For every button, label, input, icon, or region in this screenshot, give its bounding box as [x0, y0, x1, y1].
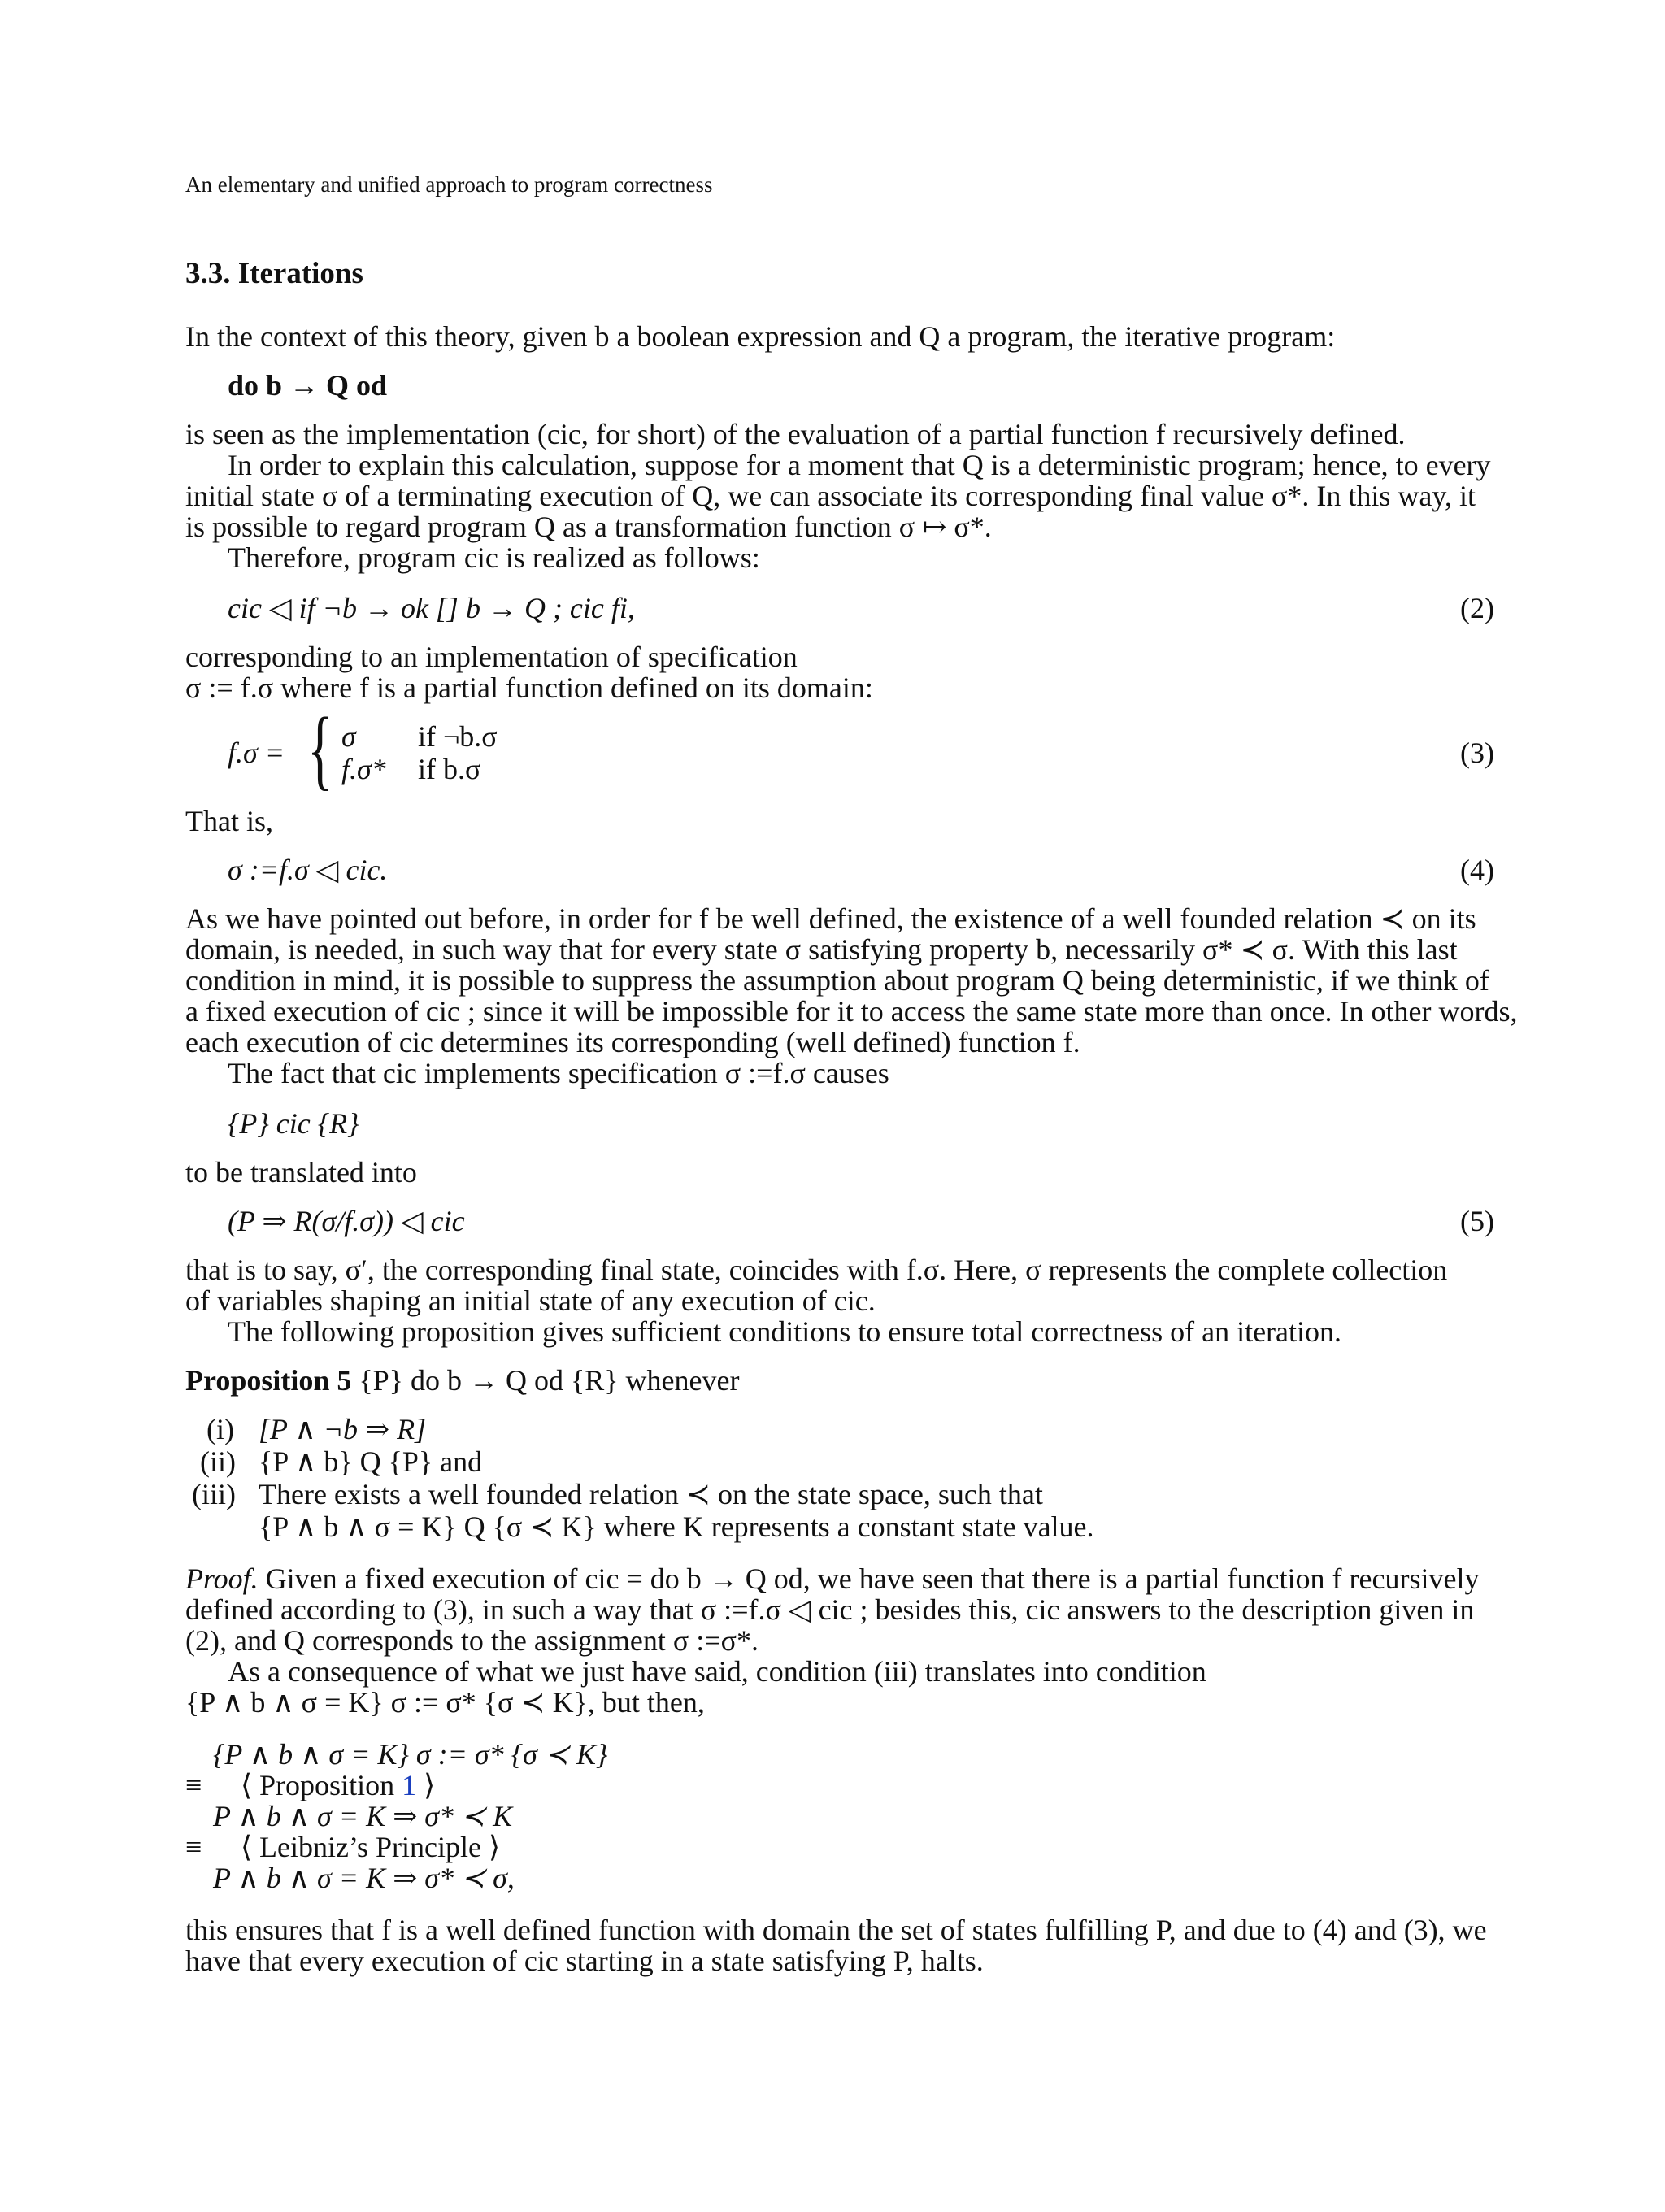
piecewise-condition: if ¬b.σ: [418, 720, 498, 753]
piecewise-value: f.σ*: [341, 753, 386, 785]
triple-display: {P} cic {R}: [228, 1107, 359, 1140]
proposition-label: Proposition 5: [185, 1364, 352, 1397]
piecewise-condition: if b.σ: [418, 753, 481, 785]
equation-number: (5): [1460, 1205, 1494, 1237]
paragraph-line: that is to say, σ′, the corresponding final state, coincides with f.σ. Here, σ represents the complete collection: [185, 1254, 1448, 1286]
proof-line: [185, 1564, 1479, 1593]
section-heading: [185, 259, 363, 289]
condition-number: (iii): [192, 1478, 236, 1510]
paragraph-line: a fixed execution of cic ; since it will be impossible for it to access the same state more than once. In other words,: [185, 995, 1518, 1028]
hint-text: ⟩: [416, 1769, 436, 1801]
paragraph-line: of variables shaping an initial state of any execution of cic.: [185, 1284, 876, 1317]
paragraph-line: Therefore, program cic is realized as follows:: [228, 541, 760, 574]
paragraph-line: The following proposition gives sufficient conditions to ensure total correctness of an iteration.: [228, 1315, 1342, 1348]
paragraph-line: domain, is needed, in such way that for every state σ satisfying property b, necessarily σ* ≺ σ. With this last: [185, 933, 1458, 966]
paragraph-line: condition in mind, it is possible to suppress the assumption about program Q being deterministic, if we think of: [185, 964, 1489, 997]
condition-text: {P ∧ b ∧ σ = K} Q {σ ≺ K} where K represents a constant state value.: [259, 1510, 1094, 1543]
calc-step: P ∧ b ∧ σ = K ⇒ σ* ≺ K: [213, 1800, 513, 1832]
equivalence-symbol: ≡: [185, 1831, 202, 1863]
condition-text: {P ∧ b} Q {P} and: [259, 1445, 483, 1478]
equation-2: cic ◁ if ¬b → ok [] b → Q ; cic fi,: [228, 592, 635, 624]
proof-text: Given a fixed execution of cic = do b → Q od, we have seen that there is a partial function f recursively: [265, 1562, 1480, 1595]
proposition-statement: [185, 1366, 739, 1395]
piecewise-value: σ: [341, 720, 356, 753]
paragraph-line: {P ∧ b ∧ σ = K} σ := σ* {σ ≺ K}, but then,: [185, 1686, 705, 1719]
paragraph-line: is possible to regard program Q as a transformation function σ ↦ σ*.: [185, 511, 992, 543]
equation-4: σ :=f.σ ◁ cic.: [228, 854, 388, 886]
hint-text: ⟨ Proposition: [241, 1769, 402, 1801]
paragraph-line: (2), and Q corresponds to the assignment σ :=σ*.: [185, 1624, 759, 1657]
calc-step: {P ∧ b ∧ σ = K} σ := σ* {σ ≺ K}: [213, 1738, 608, 1771]
paragraph-line: defined according to (3), in such a way that σ :=f.σ ◁ cic ; besides this, cic answers to the description given in: [185, 1593, 1475, 1626]
paragraph-line: That is,: [185, 805, 273, 837]
proposition-formula: {P} do b → Q od {R} whenever: [359, 1364, 740, 1397]
paragraph-line: each execution of cic determines its corresponding (well defined) function f.: [185, 1026, 1080, 1058]
paragraph-line: In the context of this theory, given b a boolean expression and Q a program, the iterative program:: [185, 320, 1336, 353]
paragraph-line: corresponding to an implementation of specification: [185, 641, 798, 673]
equation-number: (4): [1460, 854, 1494, 886]
proposition-link[interactable]: 1: [402, 1769, 417, 1801]
section-number: 3.3.: [185, 257, 231, 290]
left-brace: {: [307, 699, 333, 798]
paragraph-line: this ensures that f is a well defined function with domain the set of states fulfilling P, and due to (4) and (3), we: [185, 1914, 1487, 1946]
section-title: Iterations: [237, 257, 363, 290]
condition-number: (i): [206, 1413, 234, 1445]
equation-number: (3): [1460, 737, 1494, 769]
calc-hint: ⟨ Leibniz’s Principle ⟩: [241, 1831, 501, 1863]
calc-step: P ∧ b ∧ σ = K ⇒ σ* ≺ σ,: [213, 1862, 515, 1894]
paragraph-line: The fact that cic implements specification σ :=f.σ causes: [228, 1057, 889, 1089]
paragraph-line: σ := f.σ where f is a partial function defined on its domain:: [185, 671, 873, 704]
condition-text: There exists a well founded relation ≺ on the state space, such that: [259, 1478, 1043, 1510]
calc-hint: [241, 1771, 435, 1800]
equation-5: (P ⇒ R(σ/f.σ)) ◁ cic: [228, 1205, 465, 1237]
paragraph-line: initial state σ of a terminating execution of Q, we can associate its corresponding final value σ*. In this way, it: [185, 480, 1476, 512]
paragraph-line: As we have pointed out before, in order for f be well defined, the existence of a well founded relation ≺ on its: [185, 902, 1476, 935]
equivalence-symbol: ≡: [185, 1769, 202, 1801]
condition-number: (ii): [200, 1445, 236, 1478]
paragraph-line: In order to explain this calculation, suppose for a moment that Q is a deterministic program; hence, to every: [228, 449, 1491, 481]
paragraph-line: is seen as the implementation (cic, for short) of the evaluation of a partial function f recursively defined.: [185, 418, 1406, 450]
paragraph-line: As a consequence of what we just have said, condition (iii) translates into condition: [228, 1655, 1206, 1688]
paragraph-line: have that every execution of cic starting in a state satisfying P, halts.: [185, 1945, 984, 1977]
paragraph-line: to be translated into: [185, 1156, 417, 1189]
condition-text: [P ∧ ¬b ⇒ R]: [259, 1413, 427, 1445]
piecewise-lhs: f.σ =: [228, 737, 285, 769]
equation-number: (2): [1460, 592, 1494, 624]
running-header: An elementary and unified approach to program correctness: [185, 172, 713, 197]
loop-display: do b → Q od: [228, 369, 388, 402]
proof-label: Proof.: [185, 1562, 259, 1595]
